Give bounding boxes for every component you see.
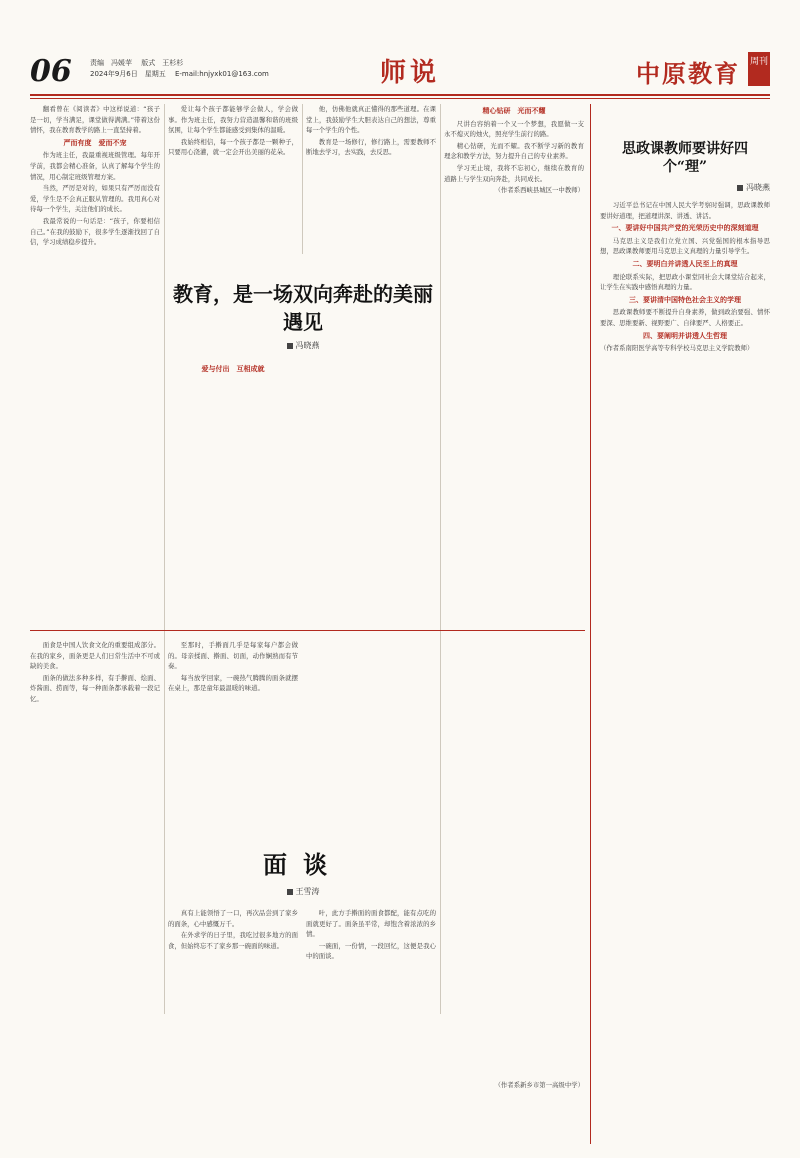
- article1-column-2: [168, 104, 298, 254]
- article1-byline: [168, 340, 438, 351]
- paragraph: 爱让每个孩子都能够学会做人，学会做事。作为班主任，我努力营造温馨和谐的班级氛围，让每个学生都能感受到集体的温暖。: [168, 105, 298, 135]
- page-number: 06: [30, 54, 72, 89]
- article3-author-unit: （作者系南阳医学高等专科学校马克思主义学院教师）: [600, 344, 754, 353]
- article1-column-4: [444, 104, 584, 624]
- paragraph: 每当放学回家，一碗热气腾腾的面条就摆在桌上，那是童年最温暖的味道。: [168, 673, 298, 693]
- article1-author-unit: （作者系西峡县城区一中教师）: [494, 186, 584, 195]
- masthead-info: [90, 58, 276, 80]
- article2-byline: [168, 886, 438, 897]
- paragraph: 在外求学的日子里，我吃过很多地方的面食，但始终忘不了家乡那一碗面的味道。: [168, 931, 298, 950]
- column-rule: [440, 104, 441, 1014]
- section-title: 师说: [380, 58, 441, 88]
- article3-byline: [600, 182, 770, 193]
- paragraph: 理论联系实际，把思政小课堂同社会大课堂结合起来，让学生在实践中感悟真理的力量。: [600, 272, 770, 292]
- article3-subheading-4: 四、要阐明并讲透人生哲理: [643, 331, 727, 340]
- section-divider: [590, 104, 591, 1144]
- article1-column-1: [30, 104, 160, 454]
- paragraph: 我始终相信，每一个孩子都是一颗种子，只要用心浇灌，就一定会开出美丽的花朵。: [168, 137, 298, 157]
- paragraph: 习近平总书记在中国人民大学考察时强调，思政课教师要讲好道理，把道理讲深、讲透、讲活。: [600, 201, 770, 220]
- paragraph: 真有上能领悟了一口，再次品尝到了家乡的面条，心中感慨万千。: [168, 909, 298, 928]
- article2-column-2: [168, 640, 298, 840]
- paragraph: 至那时，手擀面几乎是每家每户都会做的。母亲揉面、擀面、切面，动作娴熟而有节奏。: [168, 641, 298, 671]
- article2-column-4: [306, 908, 436, 1118]
- article3-headline: 思政课教师要讲好四个“理”: [622, 141, 748, 175]
- article1-headline: 教育，是一场双向奔赴的美丽遇见: [173, 282, 433, 334]
- article1-column-2b: [168, 362, 298, 622]
- paragraph: 一碗面，一份情，一段回忆，这便是我心中的面谈。: [306, 941, 436, 961]
- paragraph: 翻看曾在《阅读者》中这样说道：“孩子是一切，学当满足，课堂做得满满。”带着这份情怀，我在教育教学的路上一直坚持着。: [30, 105, 160, 135]
- article1-subheading-1: 严而有度 爱而不宠: [63, 138, 127, 147]
- masthead-rule: [30, 98, 770, 99]
- article2-column-3: [168, 908, 298, 1118]
- paragraph: 马克思主义是我们立党立国、兴党强国的根本指导思想，思政课教师要用马克思主义真理的力量引导学生。: [600, 236, 770, 256]
- layout-credit: 版式 王杉杉: [141, 59, 184, 67]
- paragraph: 教育是一场修行，修行路上，需要教师不断地去学习，去实践，去反思。: [306, 137, 436, 157]
- paragraph: 面条的做法多种多样，有手擀面、烩面、炸酱面、捞面等，每一种面条都承载着一段记忆。: [30, 673, 160, 703]
- paragraph: 叶，此方手擀面的面食都配，能有点吃的面就更好了。面条虽平常，却饱含着浓浓的乡情。: [306, 909, 436, 939]
- article2-author-unit: （作者系新乡市第一高级中学）: [494, 1081, 584, 1089]
- article3-body: [600, 200, 770, 1140]
- article1-subheading-3: 精心钻研 光而不耀: [482, 107, 546, 115]
- paragraph: 精心钻研，光而不耀。我不断学习新的教育理念和教学方法，努力提升自己的专业素养。: [444, 141, 584, 161]
- paragraph: 当然，严厉是对的，如果只有严厉而没有爱，学生是不会真正服从管理的。我用真心对待每一个学生，关注他们的成长。: [30, 184, 160, 214]
- article3-subheading-3: 三、要讲清中国特色社会主义的学理: [629, 295, 741, 304]
- article2-column-5: [444, 640, 584, 1120]
- article1-author: 冯晓燕: [295, 341, 320, 350]
- article1-column-3: [306, 104, 436, 254]
- paragraph: 尺讲台容纳着一个又一个梦想，我愿做一支永不熄灭的烛火，照亮学生前行的路。: [444, 119, 584, 139]
- article3-author: 冯晓燕: [746, 183, 770, 192]
- paragraph: 思政课教师要不断提升自身素养，做到政治要强、情怀要深、思维要新、视野要广、自律要严、人格要正。: [600, 308, 770, 327]
- paragraph: 我最常说的一句话是：“孩子，你要相信自己。”在我的鼓励下，很多学生逐渐找回了自信，学习成绩稳步提升。: [30, 216, 160, 247]
- article2-author: 王雪涛: [295, 887, 320, 896]
- paragraph: 他，仿佛他就真正懂得的那些道理。在课堂上，我鼓励学生大胆表达自己的想法，尊重每一个学生的个性。: [306, 105, 436, 135]
- paragraph: 学习无止境，我将不忘初心，继续在教育的道路上与学生双向奔赴，共同成长。: [444, 163, 584, 183]
- article2-headline: 面谈: [263, 850, 343, 879]
- article2-column-1: [30, 640, 160, 1120]
- paper-name: 中原教育: [636, 59, 740, 88]
- article1-subheading-2: 爱与付出 互相成就: [201, 365, 265, 373]
- weekly-badge: 周刊: [748, 52, 770, 86]
- column-rule: [164, 104, 165, 1014]
- article3-subheading-1: 一、要讲好中国共产党的光荣历史中的深刻道理: [611, 224, 759, 233]
- column-rule: [302, 104, 303, 254]
- editor-credit: 责编 冯媛苹: [90, 59, 132, 67]
- contact-email: E-mail:hnjyxk01@163.com: [174, 70, 269, 78]
- paragraph: 面食是中国人饮食文化的重要组成部分。在我的家乡，面条更是人们日常生活中不可或缺的美食。: [30, 641, 160, 671]
- article3-subheading-2: 二、要明白并讲透人民至上的真理: [632, 259, 738, 268]
- issue-date: 2024年9月6日 星期五: [90, 70, 166, 78]
- article-divider: [30, 630, 585, 631]
- paragraph: 作为班主任，我最重视班级管理。每年开学前，我都会精心准备，认真了解每个学生的情况，用心制定班级管理方案。: [30, 151, 160, 181]
- masthead: [30, 48, 770, 96]
